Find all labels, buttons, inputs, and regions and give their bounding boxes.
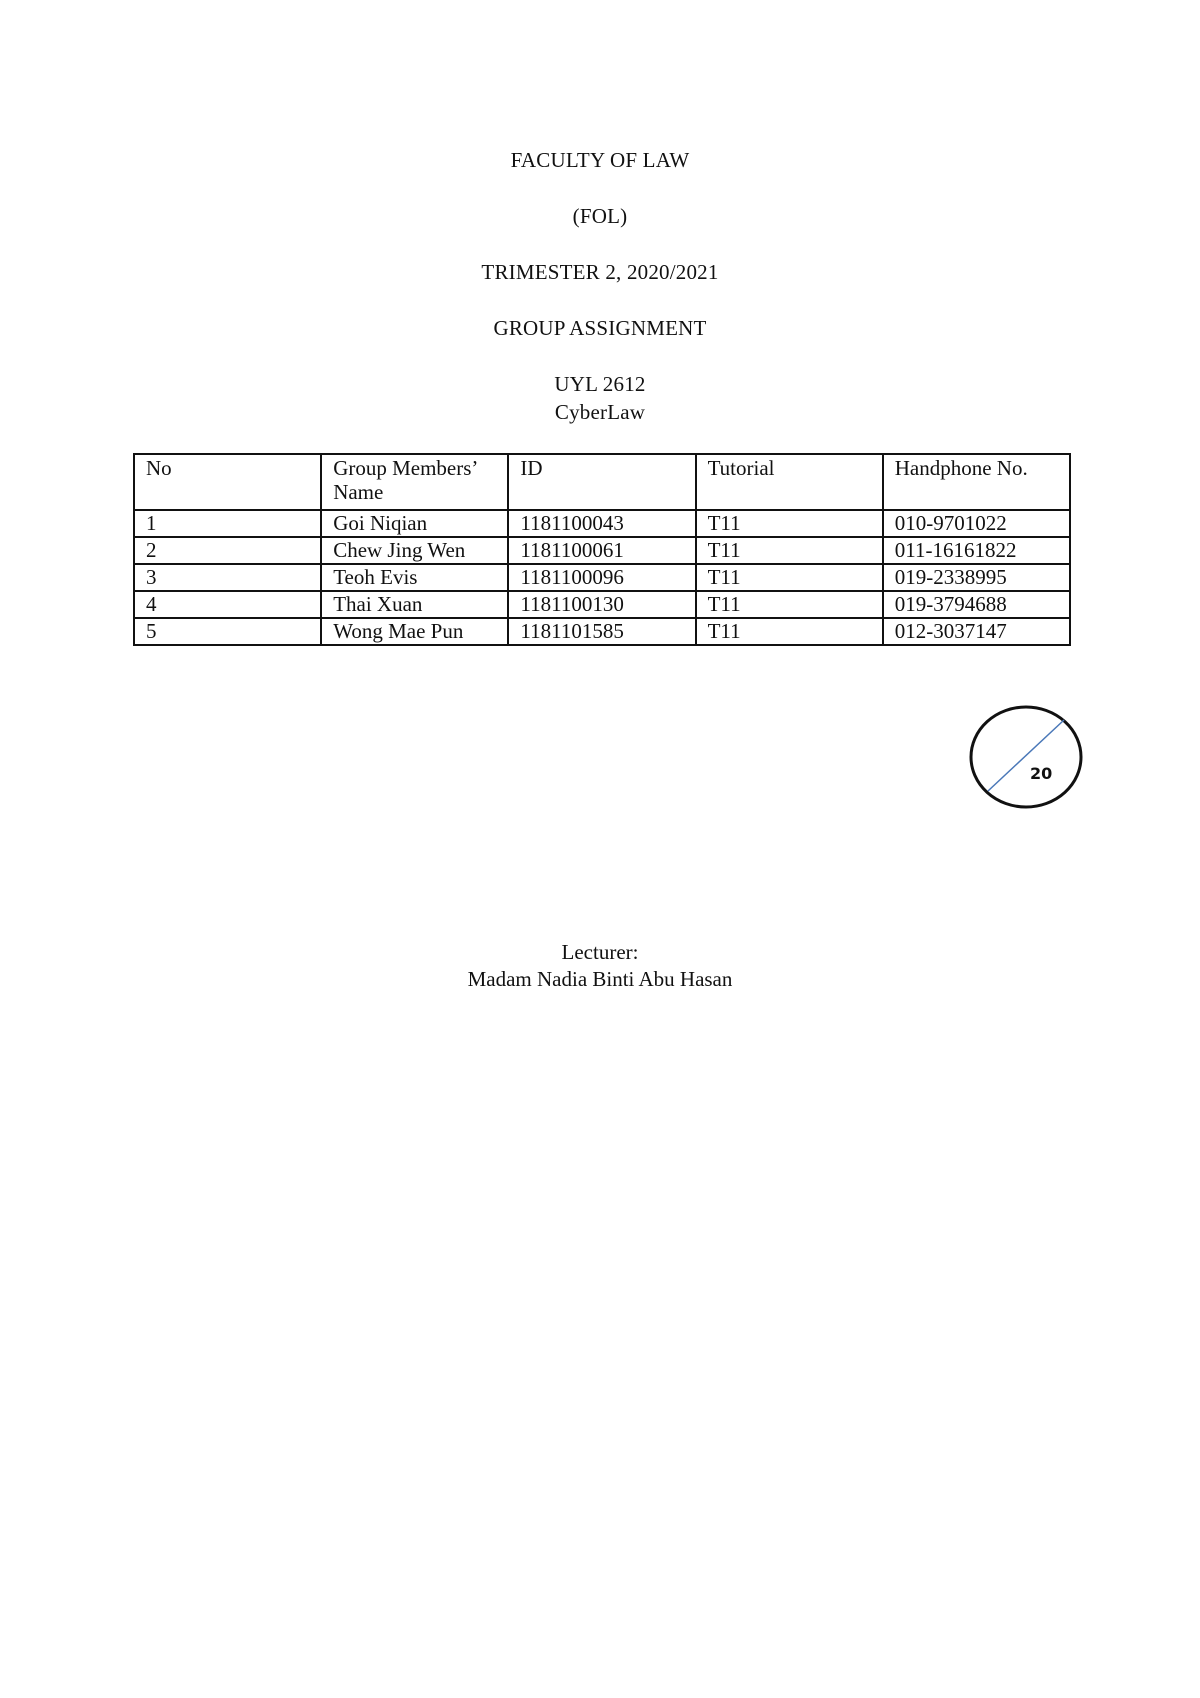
column-header-tutorial: Tutorial [696, 454, 883, 510]
grade-slash [988, 720, 1064, 791]
cell-phone: 019-3794688 [883, 591, 1070, 618]
cell-id: 1181100130 [508, 591, 695, 618]
cell-name: Thai Xuan [321, 591, 508, 618]
table-row [134, 618, 1070, 645]
cell-id: 1181100096 [508, 564, 695, 591]
cell-id: 1181100061 [508, 537, 695, 564]
grade-circle-outline [971, 707, 1081, 807]
cell-name: Teoh Evis [321, 564, 508, 591]
cell-phone: 012-3037147 [883, 618, 1070, 645]
trimester-title: TRIMESTER 2, 2020/2021 [481, 260, 719, 284]
cell-tutorial: T11 [696, 510, 883, 537]
group-members-table [133, 453, 1071, 646]
cell-tutorial: T11 [696, 618, 883, 645]
cell-name: Chew Jing Wen [321, 537, 508, 564]
table-row [134, 564, 1070, 591]
faculty-abbreviation: (FOL) [572, 204, 628, 228]
faculty-title: FACULTY OF LAW [510, 148, 690, 172]
grade-circle [968, 704, 1084, 810]
table-header-row [134, 454, 1070, 510]
column-header-name: Group Members’ Name [321, 454, 508, 510]
cell-phone: 011-16161822 [883, 537, 1070, 564]
cell-no: 1 [134, 510, 321, 537]
lecturer-name: Madam Nadia Binti Abu Hasan [467, 967, 733, 991]
cell-id: 1181100043 [508, 510, 695, 537]
cell-no: 2 [134, 537, 321, 564]
cell-phone: 019-2338995 [883, 564, 1070, 591]
cell-no: 4 [134, 591, 321, 618]
cell-tutorial: T11 [696, 564, 883, 591]
table-row [134, 591, 1070, 618]
cell-name: Goi Niqian [321, 510, 508, 537]
lecturer-label: Lecturer: [561, 940, 639, 964]
column-header-phone: Handphone No. [883, 454, 1070, 510]
course-name: CyberLaw [554, 400, 646, 424]
course-code: UYL 2612 [554, 372, 646, 396]
table-row [134, 537, 1070, 564]
cell-no: 3 [134, 564, 321, 591]
cell-tutorial: T11 [696, 591, 883, 618]
cell-tutorial: T11 [696, 537, 883, 564]
table-row [134, 510, 1070, 537]
cell-no: 5 [134, 618, 321, 645]
column-header-no: No [134, 454, 321, 510]
cell-name: Wong Mae Pun [321, 618, 508, 645]
column-header-id: ID [508, 454, 695, 510]
cell-id: 1181101585 [508, 618, 695, 645]
cell-phone: 010-9701022 [883, 510, 1070, 537]
assignment-type: GROUP ASSIGNMENT [493, 316, 707, 340]
grade-out-of: 20 [1030, 764, 1053, 783]
